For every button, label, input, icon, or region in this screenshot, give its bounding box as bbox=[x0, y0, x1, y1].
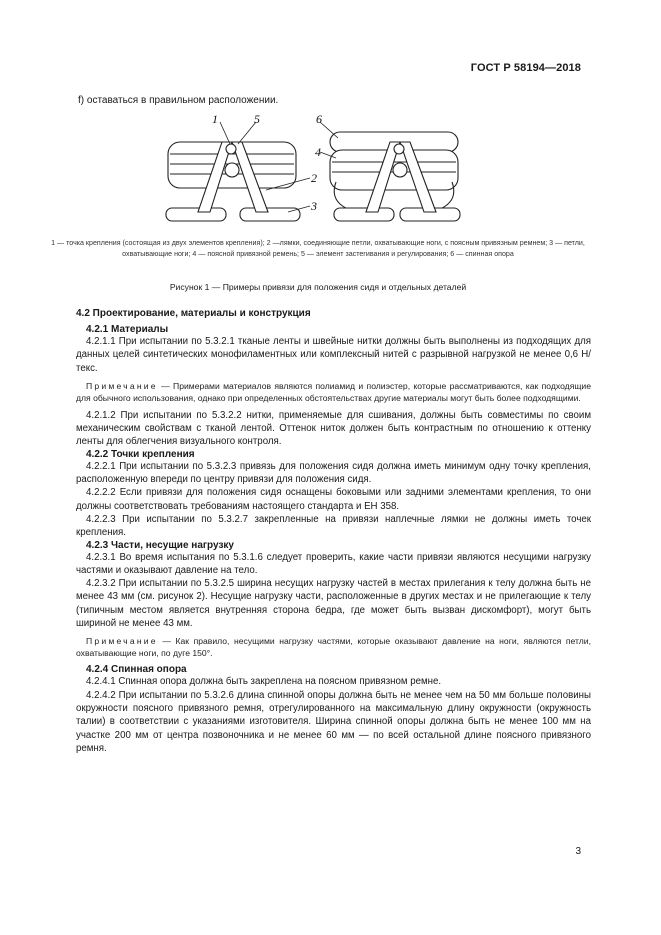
label-3: 3 bbox=[311, 199, 317, 213]
subsection-title-4-2-3: 4.2.3 Части, несущие нагрузку bbox=[86, 539, 234, 551]
subsection-title-4-2-4: 4.2.4 Спинная опора bbox=[86, 664, 187, 676]
paragraph-4-2-2-3: 4.2.2.3 При испытании по 5.3.2.7 закрепленные на привязи наплечные лямки не должны иметь точек крепления. bbox=[76, 513, 591, 539]
subsection-title-4-2-2: 4.2.2 Точки крепления bbox=[86, 448, 195, 460]
paragraph-4-2-1-1: 4.2.1.1 При испытании по 5.3.2.1 тканые ленты и швейные нитки должны быть выполнены из подходящих для данных целей синтетических монофиламентных или комплексный нитей с разрывной нагрузкой не менее 0,6 Н/текс. bbox=[76, 336, 591, 374]
figure-caption: Рисунок 1 — Примеры привязи для положения сидя и отдельных деталей bbox=[169, 282, 467, 292]
note-load-bearing bbox=[76, 635, 591, 659]
attachment-point bbox=[226, 144, 236, 154]
label-6: 6 bbox=[316, 112, 322, 126]
harness-drawing bbox=[160, 112, 470, 230]
paragraph-4-2-2-2: 4.2.2.2 Если привязи для положения сидя оснащены боковыми или задними элементами крепления, то они должны соответствовать требованиям настоящего стандарта и ЕН 358. bbox=[76, 487, 591, 512]
document-body bbox=[76, 308, 591, 755]
right-leg-loop-a bbox=[334, 208, 394, 221]
buckle bbox=[225, 163, 239, 177]
label-5: 5 bbox=[254, 112, 260, 126]
paragraph-4-2-1-2: 4.2.1.2 При испытании по 5.3.2.2 нитки, применяемые для сшивания, должны быть совместимы по своим механическим свойствам с тканой лентой. Оттенок ниток должен быть контрастным по отношению к оттенку ленты для облегчения визуального контроля. bbox=[76, 409, 591, 448]
label-4: 4 bbox=[315, 145, 321, 159]
paragraph-4-2-2-1: 4.2.2.1 При испытании по 5.3.2.3 привязь для положения сидя должна иметь минимум одну точку крепления, расположенную впереди по центру привязи для положения сидя. bbox=[76, 460, 591, 486]
section-title-4-2: 4.2 Проектирование, материалы и конструкция bbox=[76, 308, 311, 319]
paragraph-4-2-3-1: 4.2.3.1 Во время испытания по 5.3.1.6 следует проверить, какие части привязи являются несущими нагрузку частями и оказывают давление на тело. bbox=[76, 551, 591, 576]
label-1: 1 bbox=[212, 112, 218, 126]
paragraph-4-2-4-2: 4.2.4.2 При испытании по 5.3.2.6 длина спинной опоры должна быть не менее чем на 50 мм больше половины окружности поясного привязного ремня, отрегулированного на максимальную длину окружности (окружность талии) в соответствии с указаниями изготовителя. Ширина спинной опоры должна быть не менее 100 мм на участке 200 мм от центра позвоночника и не менее 60 мм — по всей остальной длине поясного привязного ремня. bbox=[76, 689, 591, 754]
paragraph-4-2-3-2: 4.2.3.2 При испытании по 5.3.2.5 ширина несущих нагрузку частей в местах прилегания к телу должна быть не менее 43 мм (см. рисунок 2). Несущие нагрузку части, расположенные в других местах и не прилегающие к телу (типичным местом является внутренняя сторона бедра, где может быть вызван дискомфорт), могут быть шириной не менее 43 мм. bbox=[76, 578, 591, 630]
note-materials bbox=[76, 380, 591, 404]
harness-figure bbox=[160, 112, 470, 230]
note-label: Примечание bbox=[86, 380, 158, 391]
left-leg-loop bbox=[166, 208, 226, 221]
note-text: — Как правило, несущими нагрузку частями, которые оказывают давление на ноги, являются петли, охватывающие ноги, по дуге 150°. bbox=[76, 636, 591, 659]
right-leg-loop bbox=[240, 208, 300, 221]
subsection-title-4-2-1: 4.2.1 Материалы bbox=[86, 324, 169, 335]
note-text: — Примерами материалов являются полиамид и полиэстер, которые рассматриваются, как подходящие для обычного использования, однако при определенных обстоятельствах другие материалы могут быть более подходящими. bbox=[76, 380, 591, 403]
note-label: Примечание bbox=[86, 636, 158, 647]
figure-legend: 1 — точка крепления (состоящая из двух элементов крепления); 2 —лямки, соединяющие петли, охватывающие ноги, с поясным привязным ремнем; 3 — петли, охватывающие ноги; 4 — поясной привязной ремень; 5 — элемент застегивания и регулирования; 6 — спинная опора bbox=[51, 239, 585, 258]
document-id: ГОСТ Р 58194—2018 bbox=[470, 62, 581, 74]
list-item-f: f) оставаться в правильном расположении. bbox=[78, 95, 279, 106]
paragraph-4-2-4-1: 4.2.4.1 Спинная опора должна быть закреплена на поясном привязном ремне. bbox=[86, 676, 442, 688]
label-2: 2 bbox=[311, 171, 317, 185]
page-number: 3 bbox=[575, 846, 581, 857]
